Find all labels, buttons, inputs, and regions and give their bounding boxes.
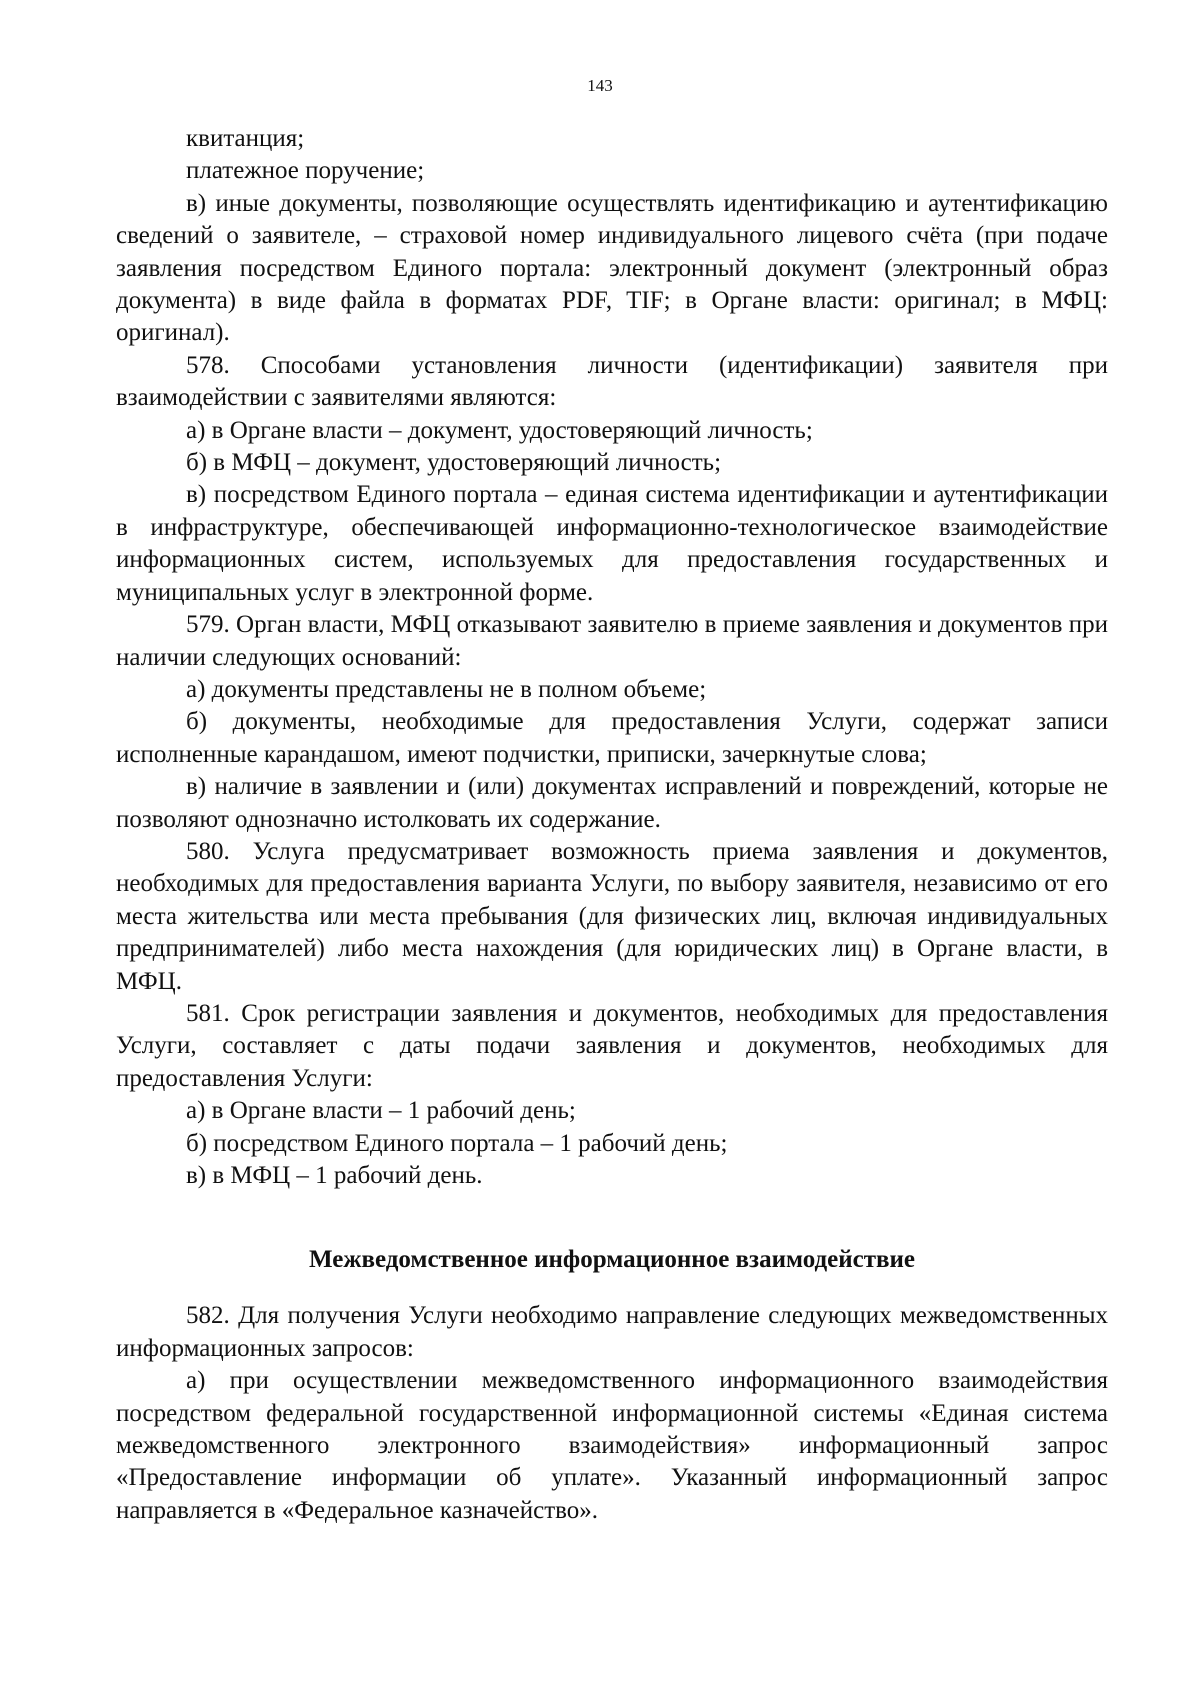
paragraph-581-v: в) в МФЦ – 1 рабочий день. xyxy=(186,1162,483,1189)
paragraph-579-v: в) наличие в заявлении и (или) документах исправлений и повреждений, которые не позволяют однозначно истолковать их содержание. xyxy=(116,773,1108,833)
page-number: 143 xyxy=(587,76,613,95)
document-body xyxy=(116,123,1108,1527)
paragraph-kvitanciya: квитанция; xyxy=(186,125,305,152)
paragraph-581-a: а) в Органе власти – 1 рабочий день; xyxy=(186,1097,576,1125)
paragraph-578: 578. Способами установления личности (идентификации) заявителя при взаимодействии с заявителями являются: xyxy=(116,351,1108,412)
paragraph-581: 581. Срок регистрации заявления и документов, необходимых для предоставления Услуги, составляет с даты подачи заявления и документов, необходимых для предоставления Услуги: xyxy=(116,999,1108,1092)
paragraph-platezhnoe-poruchenie: платежное поручение; xyxy=(186,157,425,185)
paragraph-582: 582. Для получения Услуги необходимо направление следующих межведомственных информационных запросов: xyxy=(116,1302,1108,1362)
paragraph-inye-dokumenty: в) иные документы, позволяющие осуществлять идентификацию и аутентификацию сведений о заявителе, – страховой номер индивидуального лицевого счёта (при подаче заявления посредством Единого портала: электронный документ (электронный образ документа) в виде файла в форматах PDF, TIF; в Органе власти: оригинал; в МФЦ: оригинал). xyxy=(116,189,1108,347)
paragraph-579-b: б) документы, необходимые для предоставления Услуги, содержат записи исполненные карандашом, имеют подчистки, приписки, зачеркнутые слова; xyxy=(116,708,1108,768)
paragraph-578-a: а) в Органе власти – документ, удостоверяющий личность; xyxy=(186,416,813,444)
paragraph-580: 580. Услуга предусматривает возможность приема заявления и документов, необходимых для предоставления варианта Услуги, по выбору заявителя, независимо от его места жительства или места пребывания (для физических лиц, включая индивидуальных предпринимателей) либо места нахождения (для юридических лиц) в Органе власти, в МФЦ. xyxy=(116,837,1108,995)
paragraph-582-a: а) при осуществлении межведомственного информационного взаимодействия посредством федеральной государственной информационной системы «Единая система межведомственного электронного взаимодействия» информационный запрос «Предоставление информации об уплате». Указанный информационный запрос направляется в «Федеральное казначейство». xyxy=(116,1367,1108,1524)
section-heading: Межведомственное информационное взаимодействие xyxy=(309,1246,915,1274)
paragraph-578-v: в) посредством Единого портала – единая система идентификации и аутентификации в инфраструктуре, обеспечивающей информационно-технологическое взаимодействие информационных систем, используемых для предоставления государственных и муниципальных услуг в электронной форме. xyxy=(116,481,1108,606)
paragraph-578-b: б) в МФЦ – документ, удостоверяющий личность; xyxy=(186,449,722,477)
paragraph-579-a: а) документы представлены не в полном объеме; xyxy=(186,675,707,703)
paragraph-581-b: б) посредством Единого портала – 1 рабочий день; xyxy=(186,1129,728,1157)
paragraph-579: 579. Орган власти, МФЦ отказывают заявителю в приеме заявления и документов при наличии следующих оснований: xyxy=(116,611,1108,671)
